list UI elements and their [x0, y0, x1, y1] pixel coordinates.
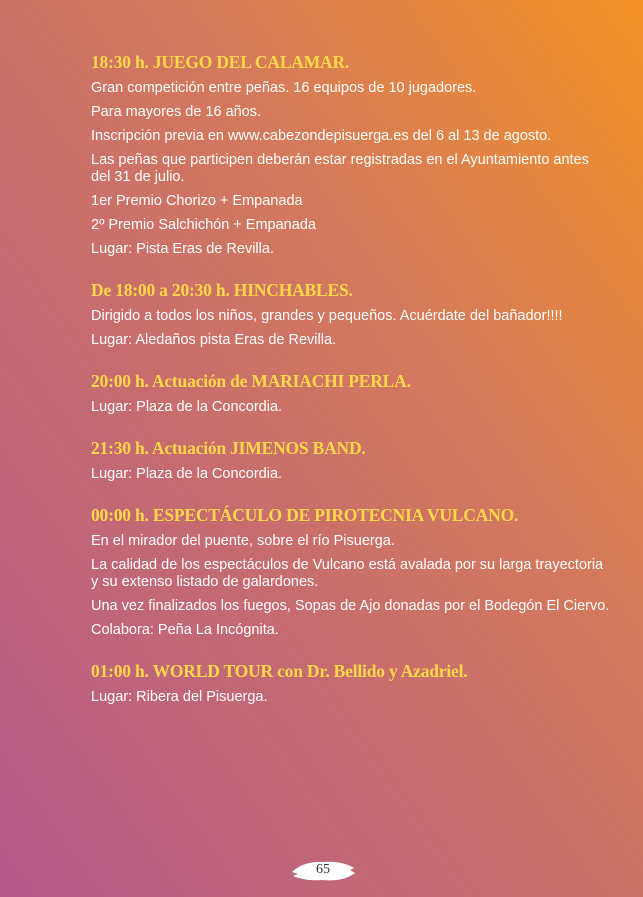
event-line: Dirigido a todos los niños, grandes y pequeños. Acuérdate del bañador!!!!	[91, 308, 563, 324]
page-number-text: 65	[316, 862, 330, 877]
event-line: Lugar: Ribera del Pisuerga.	[91, 689, 268, 705]
event-line: 2º Premio Salchichón + Empanada	[91, 217, 316, 233]
event-line: Gran competición entre peñas. 16 equipos de 10 jugadores.	[91, 80, 477, 96]
event-line: Colabora: Peña La Incógnita.	[91, 622, 279, 638]
event-line: Lugar: Plaza de la Concordia.	[91, 399, 283, 415]
event-juego-del-calamar	[91, 52, 611, 258]
event-title: 01:00 h. WORLD TOUR con Dr. Bellido y Azadriel.	[91, 661, 468, 681]
event-pirotecnia-vulcano	[91, 505, 611, 639]
event-world-tour	[91, 661, 611, 706]
event-title: 20:00 h. Actuación de MARIACHI PERLA.	[91, 371, 411, 391]
event-line: Lugar: Plaza de la Concordia.	[91, 466, 283, 482]
event-line: Lugar: Pista Eras de Revilla.	[91, 241, 274, 257]
event-title: De 18:00 a 20:30 h. HINCHABLES.	[91, 280, 353, 300]
event-hinchables	[91, 280, 611, 349]
page-number	[290, 858, 356, 884]
event-line: En el mirador del puente, sobre el río Pisuerga.	[91, 533, 395, 549]
program-content	[91, 52, 611, 728]
event-mariachi-perla	[91, 371, 611, 416]
event-line: La calidad de los espectáculos de Vulcano está avalada por su larga trayectoria y su extenso listado de galardones.	[91, 557, 604, 590]
event-line: Para mayores de 16 años.	[91, 104, 262, 120]
event-line: Las peñas que participen deberán estar registradas en el Ayuntamiento antes del 31 de julio.	[91, 152, 589, 185]
event-title: 00:00 h. ESPECTÁCULO DE PIROTECNIA VULCANO.	[91, 505, 519, 525]
event-line: Lugar: Aledaños pista Eras de Revilla.	[91, 332, 337, 348]
event-line: Inscripción previa en www.cabezondepisuerga.es del 6 al 13 de agosto.	[91, 128, 552, 144]
event-line: Una vez finalizados los fuegos, Sopas de Ajo donadas por el Bodegón El Ciervo.	[91, 598, 610, 614]
event-jimenos-band	[91, 438, 611, 483]
event-title: 18:30 h. JUEGO DEL CALAMAR.	[91, 52, 350, 72]
event-line: 1er Premio Chorizo + Empanada	[91, 193, 303, 209]
event-title: 21:30 h. Actuación JIMENOS BAND.	[91, 438, 366, 458]
